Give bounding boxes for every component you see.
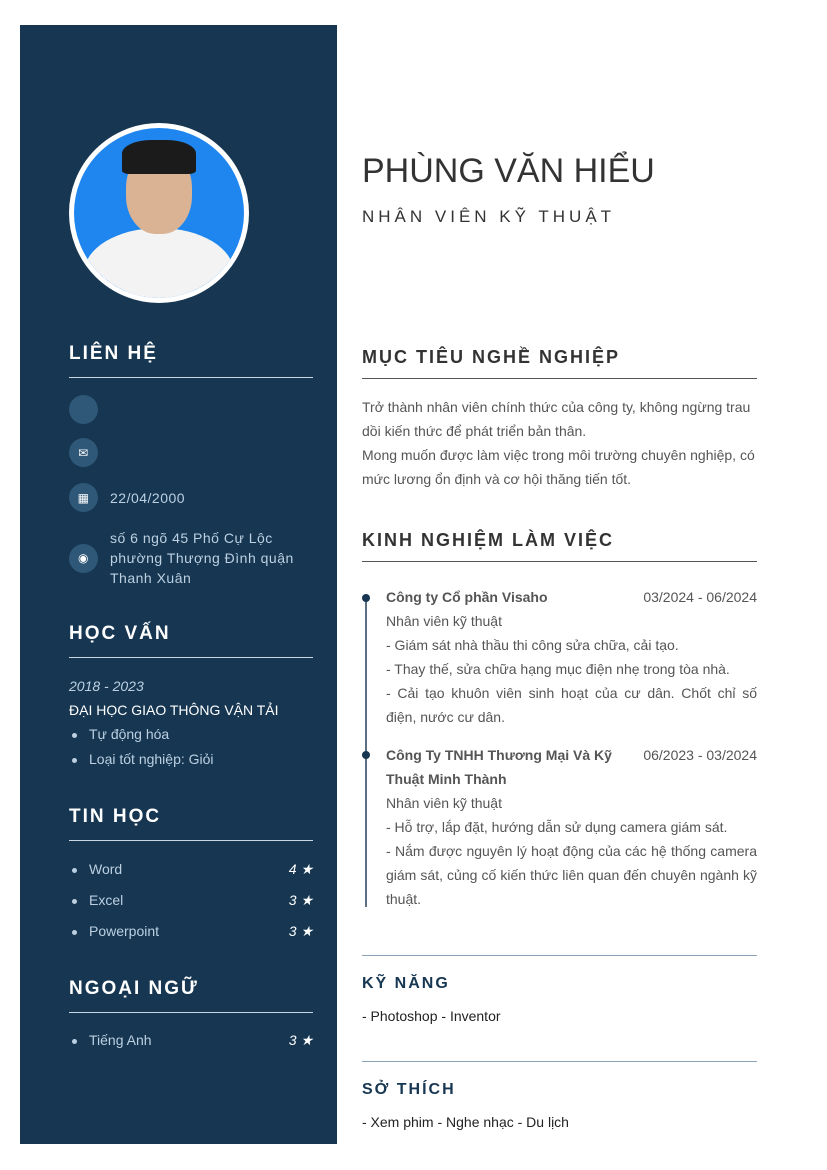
dates: 06/2023 - 03/2024 [643, 747, 757, 763]
address-row [69, 528, 313, 588]
job-1 [362, 585, 757, 729]
email-row [69, 438, 98, 467]
list-item: Tự động hóa [69, 726, 313, 751]
education-years: 2018 - 2023 [69, 678, 144, 694]
education-school: ĐẠI HỌC GIAO THÔNG VẬN TẢI [69, 702, 279, 718]
task: - Thay thế, sửa chữa hạng mục điện nhẹ trong tòa nhà. [386, 661, 730, 677]
skill-item: Powerpoint 3 ★ [69, 923, 313, 954]
it-heading: TIN HỌC [69, 806, 313, 841]
languages-heading: NGOẠI NGỮ [69, 978, 313, 1013]
task: - Giám sát nhà thầu thi công sửa chữa, cải tạo. [386, 637, 679, 653]
task: - Nắm được nguyên lý hoạt động của các hệ thống camera giám sát, củng cố kiến thức liên quan đến chuyên ngành kỹ thuật. [386, 843, 757, 907]
task: - Hỗ trợ, lắp đặt, hướng dẫn sử dụng camera giám sát. [386, 819, 728, 835]
experience-heading: KINH NGHIỆM LÀM VIỆC [362, 530, 757, 562]
education-heading: HỌC VẤN [69, 623, 313, 658]
profile-photo [69, 123, 249, 303]
star-icon: ★ [300, 892, 313, 908]
divider [362, 1061, 757, 1062]
skills-text: - Photoshop - Inventor [362, 1008, 501, 1024]
job-title: NHÂN VIÊN KỸ THUẬT [362, 207, 616, 226]
language-item: Tiếng Anh 3 ★ [69, 1032, 313, 1063]
experience-heading-wrap [362, 530, 757, 562]
company: Công Ty TNHH Thương Mại Và Kỹ Thuật Minh Thành [386, 747, 612, 787]
languages-list [69, 1032, 313, 1063]
star-icon: ★ [300, 923, 313, 939]
dates: 03/2024 - 06/2024 [643, 589, 757, 605]
objective-section [362, 347, 757, 491]
divider [362, 955, 757, 956]
objective-text: Mong muốn được làm việc trong môi trường chuyên nghiệp, có mức lương ổn định và cơ hội thăng tiến tốt. [362, 447, 755, 487]
hobbies-text: - Xem phim - Nghe nhạc - Du lịch [362, 1114, 569, 1130]
address: số 6 ngõ 45 Phố Cự Lộc phường Thượng Đình quận Thanh Xuân [110, 530, 294, 586]
skill-item: Excel 3 ★ [69, 892, 313, 923]
star-icon: ★ [300, 1032, 313, 1048]
objective-heading: MỤC TIÊU NGHỀ NGHIỆP [362, 347, 757, 379]
education-list [69, 726, 313, 776]
objective-text: Trở thành nhân viên chính thức của công ty, không ngừng trau dồi kiến thức để phát triển bản thân. [362, 399, 751, 439]
phone-row [69, 395, 98, 424]
birthday-row [69, 483, 185, 512]
candidate-name: PHÙNG VĂN HIỂU [362, 152, 655, 190]
cake-icon: ▦ [69, 483, 98, 512]
task: - Cải tạo khuôn viên sinh hoạt của cư dân. Chốt chỉ số điện, nước cư dân. [386, 685, 757, 725]
list-item: Loại tốt nghiệp: Giỏi [69, 751, 313, 776]
job-2 [362, 743, 757, 911]
company: Công ty Cổ phần Visaho [386, 589, 548, 605]
star-icon: ★ [300, 861, 313, 877]
email-icon: ✉ [69, 438, 98, 467]
position: Nhân viên kỹ thuật [386, 795, 502, 811]
hobbies-heading: SỞ THÍCH [362, 1081, 456, 1098]
location-icon: ◉ [69, 544, 98, 573]
birthday: 22/04/2000 [110, 489, 186, 506]
phone-icon [69, 395, 98, 424]
skill-item: Word 4 ★ [69, 861, 313, 892]
it-list [69, 861, 313, 954]
skills-heading: KỸ NĂNG [362, 975, 450, 992]
sidebar [20, 25, 337, 1144]
position: Nhân viên kỹ thuật [386, 613, 502, 629]
contact-heading: LIÊN HỆ [69, 343, 313, 378]
